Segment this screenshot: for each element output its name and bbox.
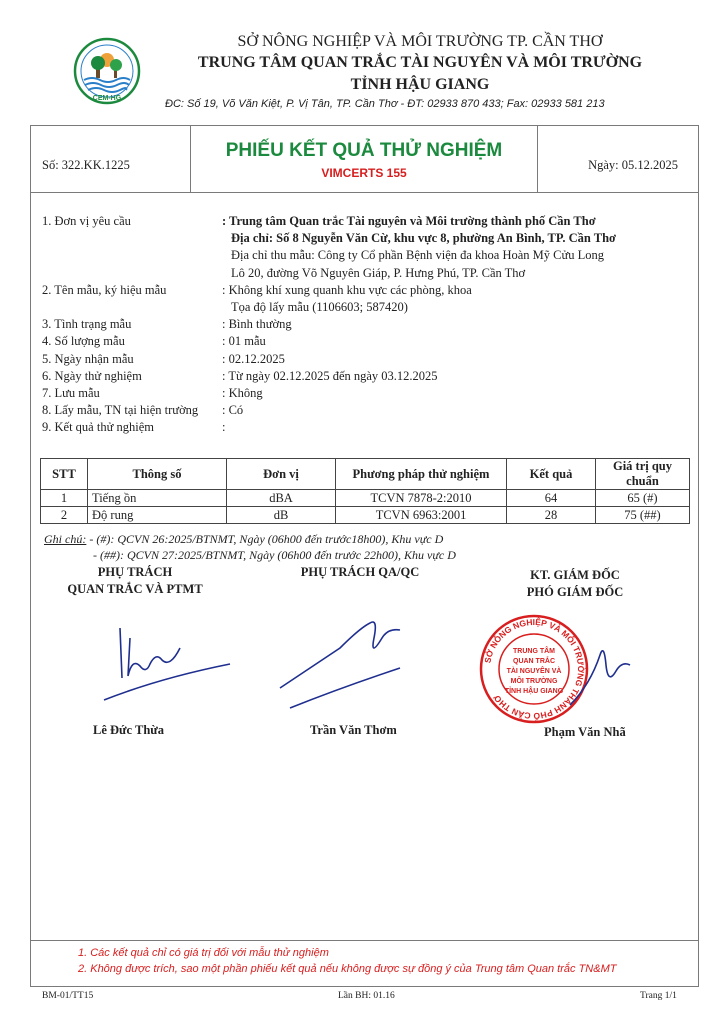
info-value: Địa chỉ: Số 8 Nguyễn Văn Cừ, khu vực 8, phường An Bình, TP. Cần Thơ (231, 231, 616, 246)
table-cell: dBA (227, 490, 336, 507)
info-value: : Có (222, 403, 244, 418)
signer-left-name: Lê Đức Thừa (93, 723, 165, 737)
signature-left (100, 618, 250, 708)
svg-text:TỈNH HẬU GIANG: TỈNH HẬU GIANG (504, 688, 564, 695)
table-cell: 75 (##) (596, 507, 690, 524)
footer-page: Trang 1/1 (640, 991, 677, 1001)
notes-text: - (#): QCVN 26:2025/BTNMT, Ngày (06h00 đến trước18h00), Khu vực D (86, 532, 444, 546)
info-value: : (222, 420, 226, 435)
table-header-cell: Giá trị quy chuẩn (596, 459, 690, 490)
signature-right (560, 635, 640, 715)
results-table (40, 458, 690, 524)
divider (30, 192, 699, 193)
table-cell: dB (227, 507, 336, 524)
signer-left-title: PHỤ TRÁCH QUAN TRẮC VÀ PTMT (67, 565, 203, 596)
info-label: 4. Số lượng mẫu (42, 334, 125, 349)
svg-text:CEM-HG: CEM-HG (92, 95, 122, 102)
document-subtitle: VIMCERTS 155 (321, 166, 407, 180)
svg-text:TÀI NGUYÊN VÀ: TÀI NGUYÊN VÀ (506, 668, 562, 675)
info-label: 3. Tình trạng mẫu (42, 317, 132, 332)
notes-line-1 (44, 532, 443, 547)
info-value: Lô 20, đường Võ Nguyên Giáp, P. Hưng Phú, TP. Cần Thơ (231, 265, 526, 280)
signer-right-title: KT. GIÁM ĐỐC PHÓ GIÁM ĐỐC (526, 568, 624, 599)
info-value: : 02.12.2025 (222, 351, 285, 366)
document-number: Số: 322.KK.1225 (42, 158, 130, 172)
header-address: ĐC: Số 19, Võ Văn Kiệt, P. Vị Tân, TP. Cần Thơ - ĐT: 02933 870 433; Fax: 02933 581 213 (165, 98, 605, 110)
notes-label: Ghi chú: (44, 532, 87, 546)
signer-middle-title: PHỤ TRÁCH QA/QC (300, 565, 420, 579)
table-cell: Độ rung (88, 507, 227, 524)
header-line-1: SỞ NÔNG NGHIỆP VÀ MÔI TRƯỜNG TP. CẦN THƠ (237, 33, 603, 50)
info-label: 1. Đơn vị yêu cầu (42, 214, 131, 228)
table-header-cell: Phương pháp thử nghiệm (336, 459, 507, 490)
document-title: PHIẾU KẾT QUẢ THỬ NGHIỆM (225, 140, 503, 161)
info-value: Tọa độ lấy mẫu (1106603; 587420) (231, 300, 408, 314)
info-value: : Không (222, 386, 263, 400)
signer-right-name: Phạm Văn Nhã (544, 725, 626, 739)
svg-text:SỞ NÔNG NGHIỆP VÀ MÔI TRƯỜNG T: SỞ NÔNG NGHIỆP VÀ MÔI TRƯỜNG THÀNH PHỐ CẦN THƠ (482, 616, 587, 722)
table-cell: 1 (41, 490, 88, 507)
info-label: 6. Ngày thử nghiệm (42, 368, 142, 383)
notes-line-2: - (##): QCVN 27:2025/BTNMT, Ngày (06h00 đến trước 22h00), Khu vực D (93, 548, 456, 562)
svg-text:MÔI TRƯỜNG: MÔI TRƯỜNG (510, 678, 558, 685)
footnote-2: 2. Không được trích, sao một phần phiếu kết quả nếu không được sự đồng ý của Trung tâm Quan trắc TN&MT (78, 963, 617, 975)
table-row (41, 490, 690, 507)
footnote-1: 1. Các kết quả chỉ có giá trị đối với mẫu thử nghiệm (78, 947, 329, 959)
info-value: : Không khí xung quanh khu vực các phòng, khoa (222, 282, 472, 297)
info-label: 8. Lấy mẫu, TN tại hiện trường (42, 403, 199, 418)
svg-text:TRUNG TÂM: TRUNG TÂM (513, 648, 555, 655)
divider (30, 940, 699, 941)
info-label: 9. Kết quả thử nghiệm (42, 420, 154, 435)
info-label: 2. Tên mẫu, ký hiệu mẫu (42, 282, 167, 297)
header-line-3: TỈNH HẬU GIANG (350, 76, 490, 93)
footer-revision: Lần BH: 01.16 (338, 991, 395, 1001)
info-value: : Từ ngày 02.12.2025 đến ngày 03.12.2025 (222, 368, 438, 383)
info-label: 5. Ngày nhận mẫu (42, 351, 134, 366)
table-cell: TCVN 6963:2001 (336, 507, 507, 524)
table-cell: 65 (#) (596, 490, 690, 507)
info-label: 7. Lưu mẫu (42, 386, 100, 400)
table-header-cell: Đơn vị (227, 459, 336, 490)
table-cell: TCVN 7878-2:2010 (336, 490, 507, 507)
signer-middle-name: Trần Văn Thơm (310, 723, 397, 737)
info-value: : Trung tâm Quan trắc Tài nguyên và Môi trường thành phố Cần Thơ (222, 214, 596, 228)
document-date: Ngày: 05.12.2025 (588, 158, 678, 172)
header-line-2: TRUNG TÂM QUAN TRẮC TÀI NGUYÊN VÀ MÔI TRƯỜNG (197, 54, 643, 71)
info-value: Địa chỉ thu mẫu: Công ty Cổ phần Bệnh viện đa khoa Hoàn Mỹ Cửu Long (231, 248, 605, 263)
info-value: : Bình thường (222, 317, 292, 332)
table-header-cell: STT (41, 459, 88, 490)
table-cell: 64 (507, 490, 596, 507)
table-header-cell: Thông số (88, 459, 227, 490)
table-cell: 2 (41, 507, 88, 524)
info-value: : 01 mẫu (222, 334, 266, 349)
table-row (41, 507, 690, 524)
signature-middle (270, 608, 420, 718)
table-header-cell: Kết quả (507, 459, 596, 490)
footer-form-code: BM-01/TT15 (42, 991, 94, 1001)
table-cell: Tiếng ồn (88, 490, 227, 507)
svg-text:QUAN TRẮC: QUAN TRẮC (513, 658, 555, 665)
table-cell: 28 (507, 507, 596, 524)
table-header-row (41, 459, 690, 490)
